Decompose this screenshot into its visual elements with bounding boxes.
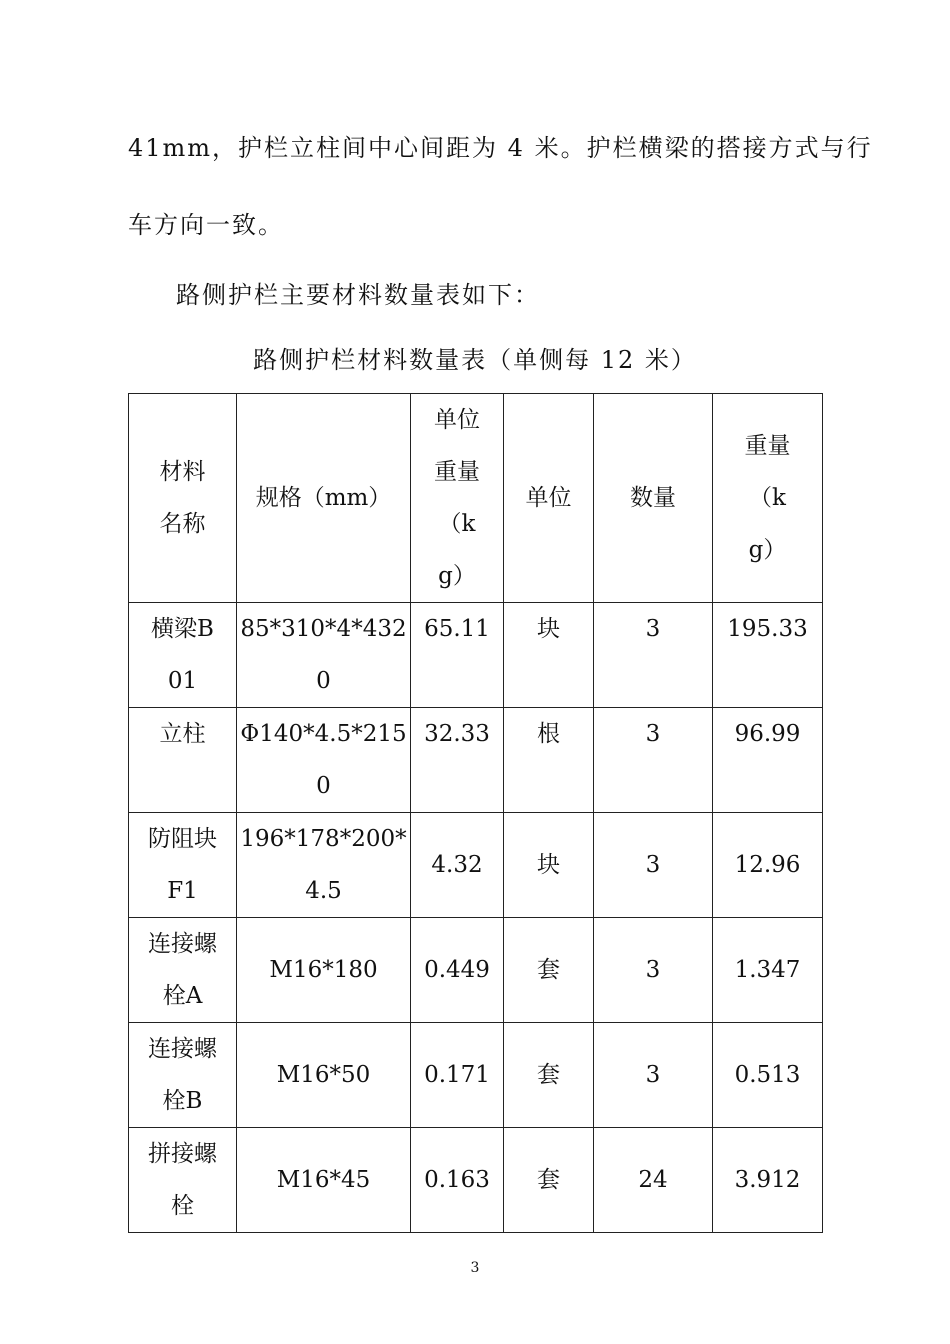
cell-material-name: 连接螺栓B bbox=[129, 1023, 237, 1128]
header-unit-weight: 单位重量（kg） bbox=[411, 394, 504, 603]
cell-weight: 0.513 bbox=[713, 1023, 823, 1128]
cell-unit: 套 bbox=[504, 1023, 594, 1128]
cell-weight: 195.33 bbox=[713, 603, 823, 708]
cell-spec: M16*50 bbox=[237, 1023, 411, 1128]
table-row bbox=[129, 1023, 823, 1128]
header-spec: 规格（mm） bbox=[237, 394, 411, 603]
body-paragraph-3: 路侧护栏主要材料数量表如下： bbox=[176, 281, 540, 309]
table-header-row bbox=[129, 394, 823, 603]
cell-unit: 套 bbox=[504, 918, 594, 1023]
cell-weight: 96.99 bbox=[713, 708, 823, 813]
header-unit: 单位 bbox=[504, 394, 594, 603]
body-paragraph-1: 41mm，护栏立柱间中心间距为 4 米。护栏横梁的搭接方式与行 bbox=[128, 134, 873, 162]
cell-unit: 套 bbox=[504, 1128, 594, 1233]
cell-unit-weight: 32.33 bbox=[411, 708, 504, 813]
cell-weight: 12.96 bbox=[713, 813, 823, 918]
cell-spec: 196*178*200*4.5 bbox=[237, 813, 411, 918]
material-quantity-table bbox=[128, 393, 823, 1233]
header-quantity: 数量 bbox=[594, 394, 713, 603]
cell-quantity: 3 bbox=[594, 603, 713, 708]
cell-material-name: 立柱 bbox=[129, 708, 237, 813]
table-row bbox=[129, 918, 823, 1023]
cell-material-name: 拼接螺栓 bbox=[129, 1128, 237, 1233]
table-row bbox=[129, 813, 823, 918]
table-row bbox=[129, 708, 823, 813]
cell-unit: 块 bbox=[504, 603, 594, 708]
cell-quantity: 3 bbox=[594, 813, 713, 918]
cell-unit-weight: 0.163 bbox=[411, 1128, 504, 1233]
cell-unit-weight: 65.11 bbox=[411, 603, 504, 708]
cell-spec: 85*310*4*4320 bbox=[237, 603, 411, 708]
header-weight: 重量（kg） bbox=[713, 394, 823, 603]
cell-spec: Φ140*4.5*2150 bbox=[237, 708, 411, 813]
page-number: 3 bbox=[470, 1260, 480, 1276]
cell-material-name: 防阻块F1 bbox=[129, 813, 237, 918]
cell-unit-weight: 4.32 bbox=[411, 813, 504, 918]
cell-quantity: 3 bbox=[594, 918, 713, 1023]
cell-unit: 根 bbox=[504, 708, 594, 813]
header-material-name: 材料名称 bbox=[129, 394, 237, 603]
cell-unit: 块 bbox=[504, 813, 594, 918]
cell-weight: 1.347 bbox=[713, 918, 823, 1023]
cell-spec: M16*45 bbox=[237, 1128, 411, 1233]
table-caption: 路侧护栏材料数量表（单侧每 12 米） bbox=[253, 346, 697, 374]
cell-unit-weight: 0.449 bbox=[411, 918, 504, 1023]
cell-material-name: 连接螺栓A bbox=[129, 918, 237, 1023]
cell-material-name: 横梁B01 bbox=[129, 603, 237, 708]
cell-quantity: 3 bbox=[594, 708, 713, 813]
cell-weight: 3.912 bbox=[713, 1128, 823, 1233]
table-row bbox=[129, 1128, 823, 1233]
table-row bbox=[129, 603, 823, 708]
cell-spec: M16*180 bbox=[237, 918, 411, 1023]
cell-quantity: 24 bbox=[594, 1128, 713, 1233]
cell-unit-weight: 0.171 bbox=[411, 1023, 504, 1128]
body-paragraph-2: 车方向一致。 bbox=[128, 211, 284, 239]
cell-quantity: 3 bbox=[594, 1023, 713, 1128]
